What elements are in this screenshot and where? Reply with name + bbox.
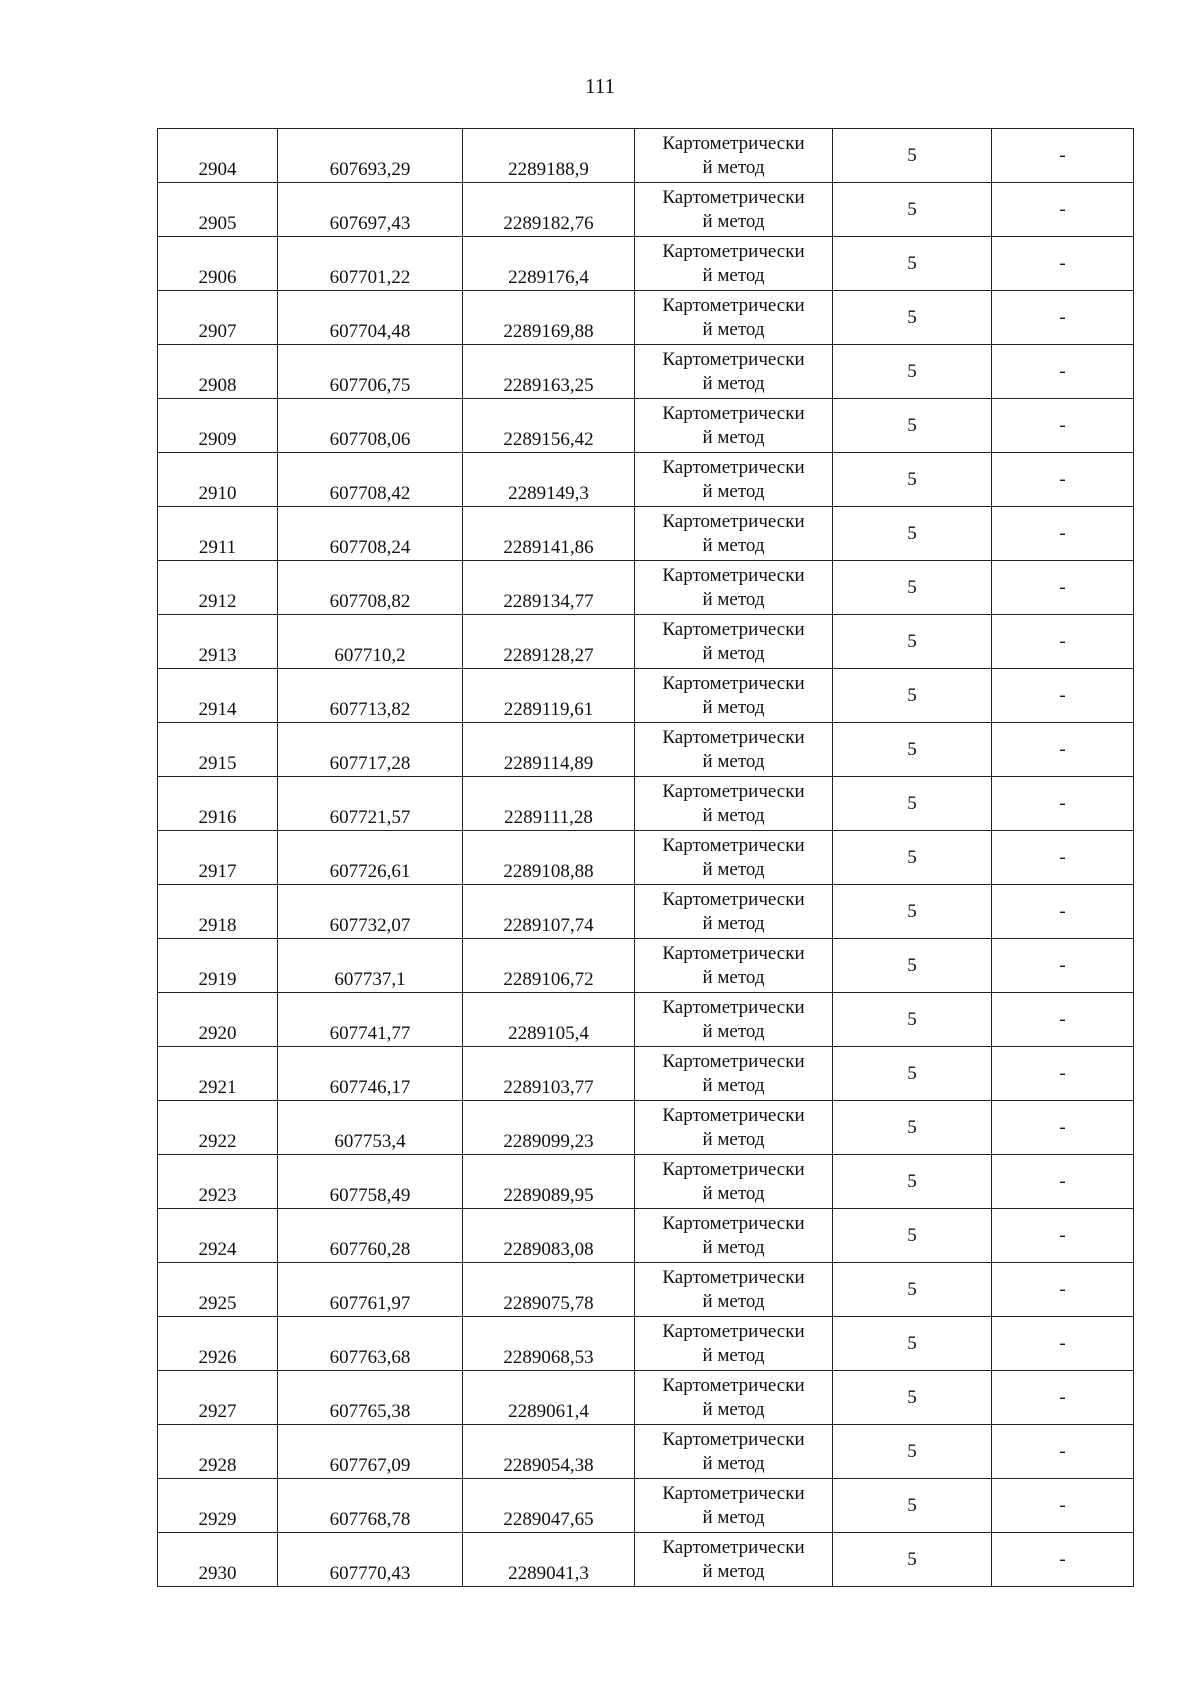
note-cell: - [992, 885, 1134, 939]
table-row [158, 1371, 1134, 1425]
y-coordinate-cell: 2289134,77 [463, 561, 635, 615]
note-cell: - [992, 723, 1134, 777]
point-number-cell: 2908 [158, 345, 278, 399]
method-cell [635, 453, 833, 507]
table-row [158, 939, 1134, 993]
y-coordinate-cell: 2289099,23 [463, 1101, 635, 1155]
y-coordinate-cell: 2289128,27 [463, 615, 635, 669]
x-coordinate-cell: 607721,57 [278, 777, 463, 831]
table-row [158, 723, 1134, 777]
y-coordinate-cell: 2289176,4 [463, 237, 635, 291]
accuracy-cell: 5 [833, 993, 992, 1047]
accuracy-cell: 5 [833, 723, 992, 777]
table-row [158, 1047, 1134, 1101]
method-cell [635, 129, 833, 183]
table-row [158, 1101, 1134, 1155]
method-line-2: й метод [702, 426, 765, 448]
method-cell [635, 669, 833, 723]
accuracy-cell: 5 [833, 399, 992, 453]
y-coordinate-cell: 2289068,53 [463, 1317, 635, 1371]
method-line-1: Картометрически [662, 834, 805, 856]
note-cell: - [992, 1371, 1134, 1425]
method-line-1: Картометрически [662, 186, 805, 208]
x-coordinate-cell: 607768,78 [278, 1479, 463, 1533]
method-cell [635, 1533, 833, 1587]
method-cell [635, 1101, 833, 1155]
x-coordinate-cell: 607732,07 [278, 885, 463, 939]
accuracy-cell: 5 [833, 1047, 992, 1101]
method-cell [635, 1263, 833, 1317]
y-coordinate-cell: 2289156,42 [463, 399, 635, 453]
point-number-cell: 2917 [158, 831, 278, 885]
table-row [158, 1479, 1134, 1533]
x-coordinate-cell: 607706,75 [278, 345, 463, 399]
table-row [158, 291, 1134, 345]
method-line-2: й метод [702, 210, 765, 232]
method-line-1: Картометрически [662, 726, 805, 748]
table-row [158, 129, 1134, 183]
note-cell: - [992, 453, 1134, 507]
y-coordinate-cell: 2289047,65 [463, 1479, 635, 1533]
x-coordinate-cell: 607717,28 [278, 723, 463, 777]
coordinates-table [157, 128, 1134, 1587]
x-coordinate-cell: 607693,29 [278, 129, 463, 183]
point-number-cell: 2914 [158, 669, 278, 723]
note-cell: - [992, 831, 1134, 885]
method-cell [635, 1371, 833, 1425]
x-coordinate-cell: 607697,43 [278, 183, 463, 237]
method-cell [635, 993, 833, 1047]
method-cell [635, 1425, 833, 1479]
method-line-2: й метод [702, 318, 765, 340]
y-coordinate-cell: 2289061,4 [463, 1371, 635, 1425]
accuracy-cell: 5 [833, 291, 992, 345]
coordinates-table-body [158, 129, 1134, 1587]
x-coordinate-cell: 607713,82 [278, 669, 463, 723]
method-line-1: Картометрически [662, 132, 805, 154]
y-coordinate-cell: 2289163,25 [463, 345, 635, 399]
y-coordinate-cell: 2289105,4 [463, 993, 635, 1047]
y-coordinate-cell: 2289075,78 [463, 1263, 635, 1317]
y-coordinate-cell: 2289103,77 [463, 1047, 635, 1101]
method-cell [635, 561, 833, 615]
method-line-2: й метод [702, 534, 765, 556]
method-line-2: й метод [702, 642, 765, 664]
method-line-2: й метод [702, 1236, 765, 1258]
point-number-cell: 2921 [158, 1047, 278, 1101]
point-number-cell: 2925 [158, 1263, 278, 1317]
note-cell: - [992, 183, 1134, 237]
method-cell [635, 615, 833, 669]
point-number-cell: 2927 [158, 1371, 278, 1425]
note-cell: - [992, 1317, 1134, 1371]
x-coordinate-cell: 607701,22 [278, 237, 463, 291]
method-cell [635, 237, 833, 291]
method-line-2: й метод [702, 750, 765, 772]
method-line-2: й метод [702, 858, 765, 880]
accuracy-cell: 5 [833, 885, 992, 939]
y-coordinate-cell: 2289182,76 [463, 183, 635, 237]
note-cell: - [992, 129, 1134, 183]
x-coordinate-cell: 607708,42 [278, 453, 463, 507]
note-cell: - [992, 939, 1134, 993]
method-line-1: Картометрически [662, 888, 805, 910]
table-row [158, 237, 1134, 291]
point-number-cell: 2904 [158, 129, 278, 183]
table-row [158, 1209, 1134, 1263]
point-number-cell: 2911 [158, 507, 278, 561]
method-cell [635, 399, 833, 453]
accuracy-cell: 5 [833, 939, 992, 993]
note-cell: - [992, 615, 1134, 669]
x-coordinate-cell: 607737,1 [278, 939, 463, 993]
method-line-2: й метод [702, 480, 765, 502]
y-coordinate-cell: 2289188,9 [463, 129, 635, 183]
x-coordinate-cell: 607770,43 [278, 1533, 463, 1587]
method-line-1: Картометрически [662, 780, 805, 802]
y-coordinate-cell: 2289114,89 [463, 723, 635, 777]
note-cell: - [992, 399, 1134, 453]
method-line-1: Картометрически [662, 1212, 805, 1234]
point-number-cell: 2922 [158, 1101, 278, 1155]
y-coordinate-cell: 2289083,08 [463, 1209, 635, 1263]
method-cell [635, 507, 833, 561]
method-line-1: Картометрически [662, 1104, 805, 1126]
method-cell [635, 345, 833, 399]
accuracy-cell: 5 [833, 1101, 992, 1155]
x-coordinate-cell: 607753,4 [278, 1101, 463, 1155]
y-coordinate-cell: 2289169,88 [463, 291, 635, 345]
point-number-cell: 2915 [158, 723, 278, 777]
method-line-1: Картометрически [662, 402, 805, 424]
method-line-1: Картометрически [662, 1050, 805, 1072]
y-coordinate-cell: 2289149,3 [463, 453, 635, 507]
note-cell: - [992, 1101, 1134, 1155]
point-number-cell: 2919 [158, 939, 278, 993]
y-coordinate-cell: 2289054,38 [463, 1425, 635, 1479]
method-cell [635, 1317, 833, 1371]
x-coordinate-cell: 607767,09 [278, 1425, 463, 1479]
method-line-2: й метод [702, 696, 765, 718]
point-number-cell: 2906 [158, 237, 278, 291]
point-number-cell: 2910 [158, 453, 278, 507]
note-cell: - [992, 1533, 1134, 1587]
table-row [158, 1263, 1134, 1317]
y-coordinate-cell: 2289089,95 [463, 1155, 635, 1209]
y-coordinate-cell: 2289141,86 [463, 507, 635, 561]
method-line-1: Картометрически [662, 564, 805, 586]
method-line-2: й метод [702, 156, 765, 178]
note-cell: - [992, 1479, 1134, 1533]
point-number-cell: 2926 [158, 1317, 278, 1371]
method-line-2: й метод [702, 264, 765, 286]
method-line-2: й метод [702, 804, 765, 826]
method-line-2: й метод [702, 1020, 765, 1042]
x-coordinate-cell: 607765,38 [278, 1371, 463, 1425]
accuracy-cell: 5 [833, 453, 992, 507]
point-number-cell: 2929 [158, 1479, 278, 1533]
table-row [158, 1155, 1134, 1209]
table-row [158, 777, 1134, 831]
method-cell [635, 885, 833, 939]
table-row [158, 507, 1134, 561]
method-line-1: Картометрически [662, 1320, 805, 1342]
method-line-1: Картометрически [662, 348, 805, 370]
x-coordinate-cell: 607763,68 [278, 1317, 463, 1371]
table-row [158, 1425, 1134, 1479]
x-coordinate-cell: 607741,77 [278, 993, 463, 1047]
method-line-1: Картометрически [662, 1158, 805, 1180]
accuracy-cell: 5 [833, 1317, 992, 1371]
method-line-1: Картометрически [662, 1266, 805, 1288]
accuracy-cell: 5 [833, 831, 992, 885]
method-line-1: Картометрически [662, 456, 805, 478]
point-number-cell: 2905 [158, 183, 278, 237]
method-cell [635, 723, 833, 777]
method-line-2: й метод [702, 372, 765, 394]
table-row [158, 561, 1134, 615]
table-row [158, 831, 1134, 885]
accuracy-cell: 5 [833, 669, 992, 723]
method-line-1: Картометрически [662, 996, 805, 1018]
accuracy-cell: 5 [833, 1209, 992, 1263]
accuracy-cell: 5 [833, 1479, 992, 1533]
method-cell [635, 1209, 833, 1263]
accuracy-cell: 5 [833, 183, 992, 237]
note-cell: - [992, 507, 1134, 561]
y-coordinate-cell: 2289119,61 [463, 669, 635, 723]
method-line-1: Картометрически [662, 1482, 805, 1504]
table-row [158, 669, 1134, 723]
method-cell [635, 1479, 833, 1533]
x-coordinate-cell: 607746,17 [278, 1047, 463, 1101]
y-coordinate-cell: 2289111,28 [463, 777, 635, 831]
table-row [158, 399, 1134, 453]
method-line-1: Картометрически [662, 1428, 805, 1450]
method-cell [635, 777, 833, 831]
accuracy-cell: 5 [833, 129, 992, 183]
accuracy-cell: 5 [833, 1155, 992, 1209]
method-line-1: Картометрически [662, 672, 805, 694]
point-number-cell: 2924 [158, 1209, 278, 1263]
method-line-2: й метод [702, 1128, 765, 1150]
y-coordinate-cell: 2289106,72 [463, 939, 635, 993]
accuracy-cell: 5 [833, 1263, 992, 1317]
note-cell: - [992, 1263, 1134, 1317]
method-line-2: й метод [702, 1074, 765, 1096]
method-cell [635, 183, 833, 237]
point-number-cell: 2923 [158, 1155, 278, 1209]
method-line-1: Картометрически [662, 1374, 805, 1396]
note-cell: - [992, 1047, 1134, 1101]
table-row [158, 1317, 1134, 1371]
table-row [158, 345, 1134, 399]
x-coordinate-cell: 607761,97 [278, 1263, 463, 1317]
page-number: 111 [585, 74, 615, 98]
x-coordinate-cell: 607758,49 [278, 1155, 463, 1209]
note-cell: - [992, 345, 1134, 399]
y-coordinate-cell: 2289107,74 [463, 885, 635, 939]
method-line-2: й метод [702, 1506, 765, 1528]
accuracy-cell: 5 [833, 561, 992, 615]
method-line-1: Картометрически [662, 294, 805, 316]
x-coordinate-cell: 607726,61 [278, 831, 463, 885]
point-number-cell: 2930 [158, 1533, 278, 1587]
method-line-2: й метод [702, 1398, 765, 1420]
method-line-1: Картометрически [662, 510, 805, 532]
x-coordinate-cell: 607760,28 [278, 1209, 463, 1263]
method-line-2: й метод [702, 588, 765, 610]
table-row [158, 615, 1134, 669]
point-number-cell: 2916 [158, 777, 278, 831]
x-coordinate-cell: 607708,82 [278, 561, 463, 615]
method-line-2: й метод [702, 1344, 765, 1366]
method-cell [635, 1155, 833, 1209]
accuracy-cell: 5 [833, 1371, 992, 1425]
note-cell: - [992, 1209, 1134, 1263]
method-line-1: Картометрически [662, 1536, 805, 1558]
note-cell: - [992, 669, 1134, 723]
note-cell: - [992, 1155, 1134, 1209]
note-cell: - [992, 1425, 1134, 1479]
point-number-cell: 2913 [158, 615, 278, 669]
method-cell [635, 291, 833, 345]
table-row [158, 1533, 1134, 1587]
note-cell: - [992, 237, 1134, 291]
accuracy-cell: 5 [833, 1425, 992, 1479]
method-line-2: й метод [702, 966, 765, 988]
y-coordinate-cell: 2289108,88 [463, 831, 635, 885]
y-coordinate-cell: 2289041,3 [463, 1533, 635, 1587]
point-number-cell: 2912 [158, 561, 278, 615]
method-line-2: й метод [702, 1452, 765, 1474]
table-row [158, 183, 1134, 237]
table-row [158, 885, 1134, 939]
note-cell: - [992, 993, 1134, 1047]
table-row [158, 453, 1134, 507]
accuracy-cell: 5 [833, 615, 992, 669]
note-cell: - [992, 291, 1134, 345]
method-cell [635, 831, 833, 885]
note-cell: - [992, 561, 1134, 615]
point-number-cell: 2928 [158, 1425, 278, 1479]
accuracy-cell: 5 [833, 777, 992, 831]
x-coordinate-cell: 607704,48 [278, 291, 463, 345]
table-row [158, 993, 1134, 1047]
x-coordinate-cell: 607710,2 [278, 615, 463, 669]
method-cell [635, 1047, 833, 1101]
accuracy-cell: 5 [833, 237, 992, 291]
x-coordinate-cell: 607708,06 [278, 399, 463, 453]
method-line-2: й метод [702, 1290, 765, 1312]
accuracy-cell: 5 [833, 345, 992, 399]
point-number-cell: 2920 [158, 993, 278, 1047]
accuracy-cell: 5 [833, 507, 992, 561]
method-line-1: Картометрически [662, 618, 805, 640]
x-coordinate-cell: 607708,24 [278, 507, 463, 561]
point-number-cell: 2907 [158, 291, 278, 345]
point-number-cell: 2918 [158, 885, 278, 939]
method-line-1: Картометрически [662, 240, 805, 262]
method-line-2: й метод [702, 1182, 765, 1204]
point-number-cell: 2909 [158, 399, 278, 453]
method-cell [635, 939, 833, 993]
method-line-2: й метод [702, 1560, 765, 1582]
method-line-1: Картометрически [662, 942, 805, 964]
accuracy-cell: 5 [833, 1533, 992, 1587]
note-cell: - [992, 777, 1134, 831]
method-line-2: й метод [702, 912, 765, 934]
